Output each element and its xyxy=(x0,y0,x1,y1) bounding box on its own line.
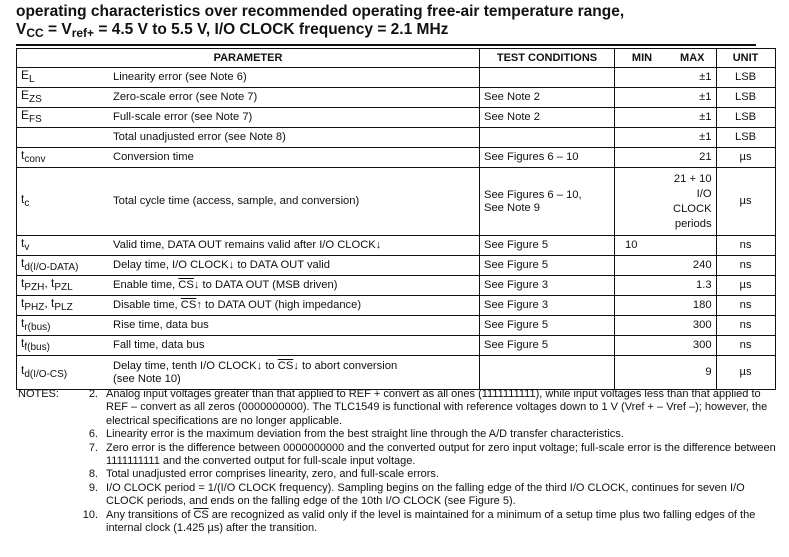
max-value: 1.3 xyxy=(669,276,716,296)
param-text: Linearity error (see Note 6) xyxy=(113,71,247,83)
title-rule xyxy=(16,44,756,46)
symbol-sub: ZS xyxy=(29,94,42,105)
symbol-sub: v xyxy=(24,242,30,253)
symbol-base: t xyxy=(21,236,25,250)
max-value: ±1 xyxy=(669,128,716,148)
param-description xyxy=(109,316,480,336)
param-description xyxy=(109,296,480,316)
param-symbol xyxy=(17,256,110,276)
note-number: 8. xyxy=(88,468,98,481)
max-value: 300 xyxy=(669,336,716,356)
spec-table xyxy=(16,48,776,390)
symbol-sub-2: PLZ xyxy=(54,302,73,313)
unit-value: ns xyxy=(716,336,775,356)
param-description xyxy=(109,68,480,88)
param-text: Total unadjusted error (see Note 8) xyxy=(113,131,286,143)
max-value: 180 xyxy=(669,296,716,316)
title-line-1: operating characteristics over recommended operating free-air temperature range, xyxy=(16,3,625,20)
unit-value: ns xyxy=(716,316,775,336)
param-symbol xyxy=(17,108,110,128)
param-symbol xyxy=(17,356,110,390)
test-conditions xyxy=(480,68,615,88)
min-value: 10 xyxy=(615,236,670,256)
note-number: 10. xyxy=(82,508,98,521)
param-text-pre: Delay time, tenth I/O CLOCK↓ to xyxy=(113,359,278,372)
param-text: Conversion time xyxy=(113,151,194,163)
note-indent xyxy=(18,468,70,481)
note-text-pre: Any transitions of xyxy=(106,508,194,521)
max-value: 9 xyxy=(669,356,716,390)
note-indent xyxy=(18,509,70,536)
note-text: Total unadjusted error comprises linearity, zero, and full-scale errors. xyxy=(106,468,439,481)
symbol-sub: c xyxy=(24,198,30,209)
note-text: I/O CLOCK period = 1/(I/O CLOCK frequency). Sampling begins on the falling edge of the third I/O CLOCK, continues for seven I/O CLOCK periods, and ends on the falling edge of the 10th I/O CLOCK (see Figure 5). xyxy=(106,481,745,508)
min-value xyxy=(615,128,670,148)
min-value xyxy=(615,336,670,356)
note-indent xyxy=(18,442,70,469)
test-conditions: See Figure 5 xyxy=(480,336,615,356)
note-text xyxy=(106,509,778,536)
symbol-base: t xyxy=(21,148,25,162)
symbol-sub-2: PZL xyxy=(54,282,73,293)
table-row xyxy=(17,296,776,316)
table-row xyxy=(17,128,776,148)
min-value xyxy=(615,68,670,88)
note-number: 6. xyxy=(88,428,98,441)
param-description xyxy=(109,148,480,168)
param-description xyxy=(109,108,480,128)
param-description xyxy=(109,236,480,256)
max-value: ±1 xyxy=(669,108,716,128)
symbol-sub: PHZ xyxy=(24,302,45,313)
test-conditions: See Figure 3 xyxy=(480,296,615,316)
test-conditions: See Figure 5 xyxy=(480,256,615,276)
note-item xyxy=(18,442,778,469)
note-indent xyxy=(18,482,70,509)
max-value: 240 xyxy=(669,256,716,276)
min-value xyxy=(615,148,670,168)
symbol-base-2: , t xyxy=(44,276,55,290)
min-value xyxy=(615,316,670,336)
header-max: MAX xyxy=(669,49,716,68)
param-description xyxy=(109,336,480,356)
min-value xyxy=(615,168,670,236)
min-value xyxy=(615,296,670,316)
param-symbol xyxy=(17,276,110,296)
param-text-pre: Disable time, xyxy=(113,299,181,311)
max-value xyxy=(669,236,716,256)
unit-value: µs xyxy=(716,148,775,168)
table-row xyxy=(17,356,776,390)
test-conditions: See Note 2 xyxy=(480,108,615,128)
note-item xyxy=(18,468,778,481)
unit-value: LSB xyxy=(716,128,775,148)
param-symbol xyxy=(17,148,110,168)
param-symbol xyxy=(17,168,110,236)
symbol-base: t xyxy=(21,296,25,310)
symbol-sub: conv xyxy=(24,154,46,165)
symbol-sub: r(bus) xyxy=(24,322,51,333)
test-conditions: See Figures 6 – 10, See Note 9 xyxy=(480,168,615,236)
max-value: 300 xyxy=(669,316,716,336)
param-symbol xyxy=(17,236,110,256)
param-text: Full-scale error (see Note 7) xyxy=(113,111,253,123)
symbol-base: t xyxy=(21,256,25,270)
min-value xyxy=(615,108,670,128)
cs-bar-signal: $\overline{CS}$ xyxy=(193,508,209,521)
table-row xyxy=(17,108,776,128)
param-symbol xyxy=(17,336,110,356)
test-conditions xyxy=(480,356,615,390)
unit-value: LSB xyxy=(716,68,775,88)
param-text: Rise time, data bus xyxy=(113,319,209,331)
param-text: Valid time, DATA OUT remains valid after I/O CLOCK↓ xyxy=(113,239,382,251)
cs-bar-signal: $\overline{CS}$ xyxy=(277,359,294,372)
symbol-base: E xyxy=(21,68,30,82)
param-text: Total cycle time (access, sample, and conversion) xyxy=(113,195,360,207)
symbol-sub: PZH xyxy=(24,282,45,293)
symbol-sub: d(I/O-CS) xyxy=(24,369,68,380)
param-symbol xyxy=(17,316,110,336)
test-conditions: See Note 2 xyxy=(480,88,615,108)
table-row xyxy=(17,68,776,88)
cs-bar-signal: $\overline{CS}$ xyxy=(180,299,197,311)
param-description xyxy=(109,256,480,276)
param-text-post: ↑ to DATA OUT (high impedance) xyxy=(196,299,362,311)
table-row xyxy=(17,88,776,108)
notes-section xyxy=(18,388,778,535)
unit-value: µs xyxy=(716,356,775,390)
table-header xyxy=(17,49,776,68)
note-item xyxy=(18,509,778,536)
test-conditions xyxy=(480,128,615,148)
param-description xyxy=(109,88,480,108)
note-indent xyxy=(18,428,70,441)
symbol-base: t xyxy=(21,192,25,206)
symbol-base: t xyxy=(21,336,25,350)
symbol-sub: L xyxy=(29,74,35,85)
note-text: Linearity error is the maximum deviation from the best straight line through the A/D transfer characteristics. xyxy=(106,428,624,441)
unit-value: LSB xyxy=(716,108,775,128)
symbol-base: t xyxy=(21,276,25,290)
test-conditions: See Figure 5 xyxy=(480,236,615,256)
unit-value: ns xyxy=(716,256,775,276)
param-text: Delay time, I/O CLOCK↓ to DATA OUT valid xyxy=(113,259,330,271)
unit-value: ns xyxy=(716,296,775,316)
note-text: Analog input voltages greater than that applied to REF + convert as all ones (1111111111), while input voltages less than that applied to REF – convert as all zeros (0000000000). The TLC1549 is functional with reference voltages down to 1 V (Vref + – Vref –); however, the electrical specifications are no longer applicable. xyxy=(106,388,768,427)
max-value: 21 + 10 I/O CLOCK periods xyxy=(669,168,716,236)
param-text-line2: (see Note 10) xyxy=(113,372,181,385)
note-number: 7. xyxy=(88,441,98,454)
param-description xyxy=(109,356,480,390)
min-value xyxy=(615,88,670,108)
table-row xyxy=(17,316,776,336)
table-row xyxy=(17,168,776,236)
symbol-base: t xyxy=(21,316,25,330)
test-conditions: See Figure 3 xyxy=(480,276,615,296)
section-title xyxy=(16,3,624,42)
table-row xyxy=(17,336,776,356)
param-symbol xyxy=(17,88,110,108)
note-item xyxy=(18,428,778,441)
note-number: 9. xyxy=(88,481,98,494)
header-test: TEST CONDITIONS xyxy=(480,49,615,68)
param-description xyxy=(109,276,480,296)
min-value xyxy=(615,356,670,390)
note-item xyxy=(18,482,778,509)
table-row xyxy=(17,236,776,256)
note-number: 2. xyxy=(88,388,98,400)
table-row xyxy=(17,256,776,276)
param-symbol xyxy=(17,128,110,148)
param-text-post: ↓ to abort conversion xyxy=(293,359,398,372)
symbol-base: t xyxy=(21,363,25,377)
symbol-sub: f(bus) xyxy=(24,342,50,353)
symbol-base: E xyxy=(21,88,30,102)
note-text: Zero error is the difference between 0000000000 and the converted output for zero input voltage; full-scale error is the difference between 1111111111 and the converted output for full-scale input voltage. xyxy=(106,441,776,468)
title-line-2: $V_{CC} = V_{ref+} = 4.5$ V to 5.5 V, I/O CLOCK frequency = 2.1 MHz xyxy=(16,21,449,40)
max-value: 21 xyxy=(669,148,716,168)
symbol-base: E xyxy=(21,108,30,122)
param-description xyxy=(109,128,480,148)
param-text: Zero-scale error (see Note 7) xyxy=(113,91,258,103)
table-row xyxy=(17,276,776,296)
param-symbol xyxy=(17,68,110,88)
notes-label: NOTES: xyxy=(18,388,59,400)
cs-bar-signal: $\overline{CS}$ xyxy=(178,279,194,291)
symbol-sub: d(I/O-DATA) xyxy=(24,262,79,273)
symbol-base-2: , t xyxy=(44,296,55,310)
unit-value: µs xyxy=(716,168,775,236)
table-row xyxy=(17,148,776,168)
unit-value: LSB xyxy=(716,88,775,108)
note-item xyxy=(18,388,778,428)
max-value: ±1 xyxy=(669,88,716,108)
unit-value: µs xyxy=(716,276,775,296)
header-min: MIN xyxy=(615,49,670,68)
unit-value: ns xyxy=(716,236,775,256)
param-symbol xyxy=(17,296,110,316)
param-text: Fall time, data bus xyxy=(113,339,205,351)
symbol-sub: FS xyxy=(29,114,42,125)
header-unit: UNIT xyxy=(716,49,775,68)
test-conditions: See Figure 5 xyxy=(480,316,615,336)
min-value xyxy=(615,256,670,276)
param-text-post: ↓ to DATA OUT (MSB driven) xyxy=(193,279,338,291)
header-parameter: PARAMETER xyxy=(17,49,480,68)
param-description xyxy=(109,168,480,236)
min-value xyxy=(615,276,670,296)
param-text-pre: Enable time, xyxy=(113,279,179,291)
test-conditions: See Figures 6 – 10 xyxy=(480,148,615,168)
max-value: ±1 xyxy=(669,68,716,88)
note-text-post: are recognized as valid only if the level is maintained for a minimum of a setup time plus two falling edges of the internal clock (1.425 µs) after the transition. xyxy=(106,508,756,535)
